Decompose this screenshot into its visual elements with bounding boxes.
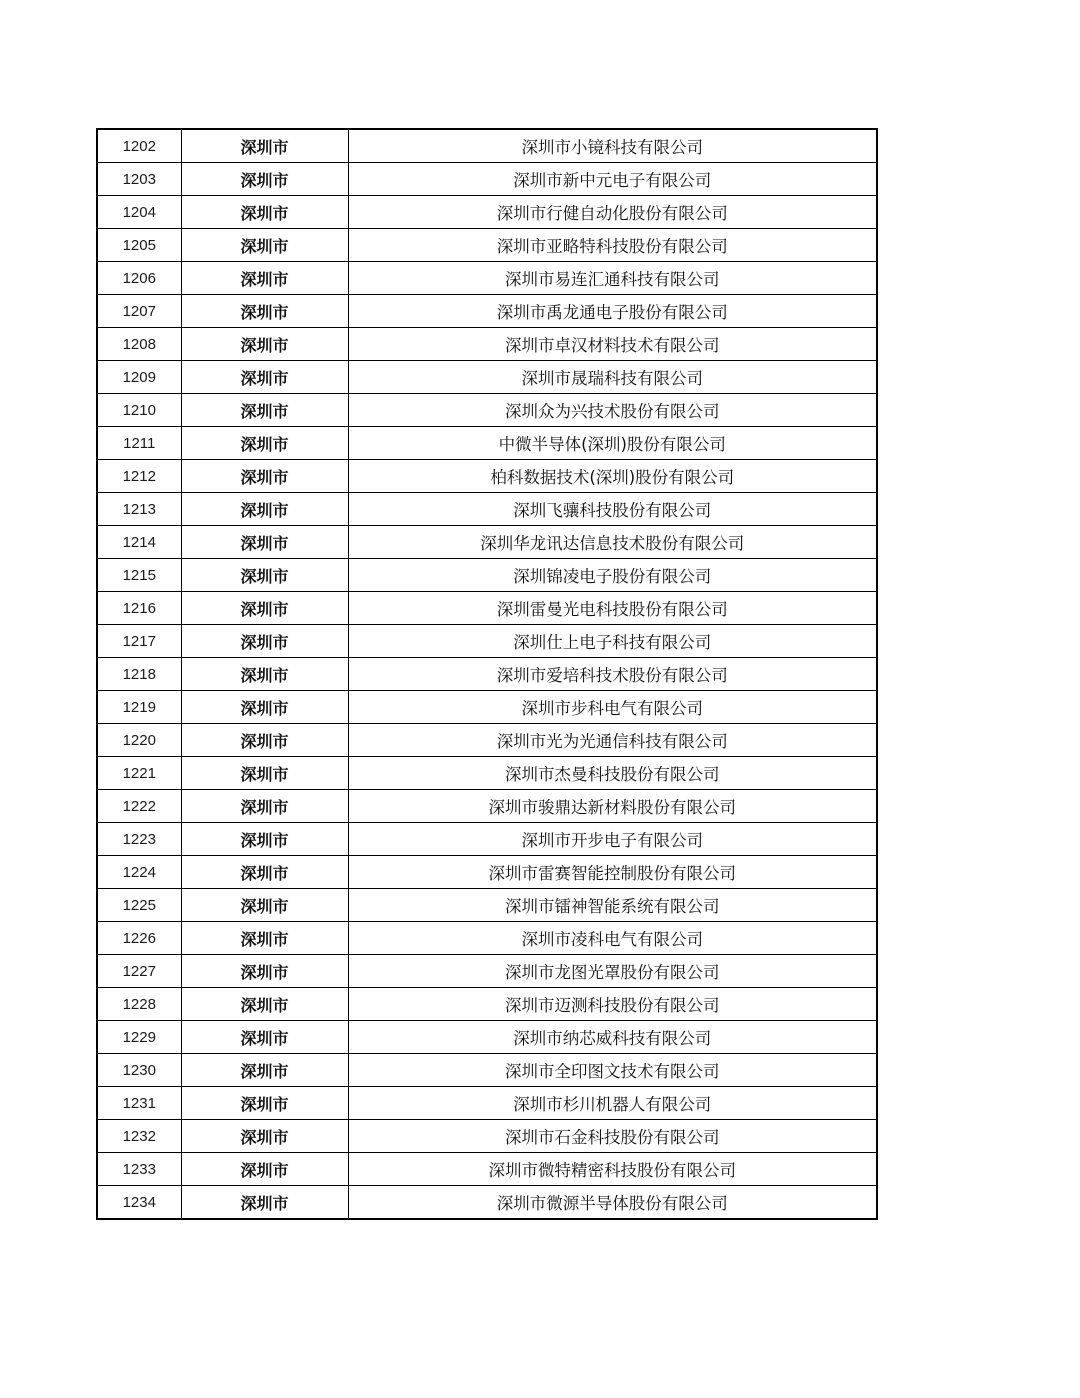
table-row bbox=[97, 1186, 877, 1220]
company-name-cell: 深圳市爱培科技术股份有限公司 bbox=[348, 658, 877, 691]
row-number: 1224 bbox=[97, 856, 181, 889]
company-name-cell: 中微半导体(深圳)股份有限公司 bbox=[348, 427, 877, 460]
row-number: 1206 bbox=[97, 262, 181, 295]
table-row bbox=[97, 955, 877, 988]
row-number: 1211 bbox=[97, 427, 181, 460]
company-name-cell: 深圳飞骧科技股份有限公司 bbox=[348, 493, 877, 526]
row-number: 1213 bbox=[97, 493, 181, 526]
table-row bbox=[97, 823, 877, 856]
city-cell: 深圳市 bbox=[181, 328, 348, 361]
row-number: 1231 bbox=[97, 1087, 181, 1120]
company-name-cell: 深圳市全印图文技术有限公司 bbox=[348, 1054, 877, 1087]
city-cell: 深圳市 bbox=[181, 295, 348, 328]
city-cell: 深圳市 bbox=[181, 427, 348, 460]
city-cell: 深圳市 bbox=[181, 460, 348, 493]
company-name-cell: 深圳市凌科电气有限公司 bbox=[348, 922, 877, 955]
table-row bbox=[97, 757, 877, 790]
company-list-table bbox=[96, 128, 878, 1220]
table-row bbox=[97, 922, 877, 955]
row-number: 1215 bbox=[97, 559, 181, 592]
city-cell: 深圳市 bbox=[181, 129, 348, 163]
city-cell: 深圳市 bbox=[181, 1087, 348, 1120]
table-row bbox=[97, 427, 877, 460]
company-name-cell: 深圳市骏鼎达新材料股份有限公司 bbox=[348, 790, 877, 823]
table-body bbox=[97, 129, 877, 1219]
table-row bbox=[97, 163, 877, 196]
row-number: 1216 bbox=[97, 592, 181, 625]
row-number: 1220 bbox=[97, 724, 181, 757]
table-row bbox=[97, 1087, 877, 1120]
city-cell: 深圳市 bbox=[181, 1153, 348, 1186]
row-number: 1209 bbox=[97, 361, 181, 394]
table-row bbox=[97, 1054, 877, 1087]
table-row bbox=[97, 691, 877, 724]
row-number: 1208 bbox=[97, 328, 181, 361]
row-number: 1228 bbox=[97, 988, 181, 1021]
company-name-cell: 深圳市迈测科技股份有限公司 bbox=[348, 988, 877, 1021]
city-cell: 深圳市 bbox=[181, 1120, 348, 1153]
city-cell: 深圳市 bbox=[181, 691, 348, 724]
company-name-cell: 深圳市卓汉材料技术有限公司 bbox=[348, 328, 877, 361]
company-name-cell: 深圳市新中元电子有限公司 bbox=[348, 163, 877, 196]
table-row bbox=[97, 493, 877, 526]
row-number: 1229 bbox=[97, 1021, 181, 1054]
table-row bbox=[97, 625, 877, 658]
row-number: 1233 bbox=[97, 1153, 181, 1186]
table-row bbox=[97, 129, 877, 163]
city-cell: 深圳市 bbox=[181, 757, 348, 790]
company-name-cell: 深圳市行健自动化股份有限公司 bbox=[348, 196, 877, 229]
row-number: 1222 bbox=[97, 790, 181, 823]
city-cell: 深圳市 bbox=[181, 724, 348, 757]
row-number: 1221 bbox=[97, 757, 181, 790]
row-number: 1234 bbox=[97, 1186, 181, 1220]
row-number: 1212 bbox=[97, 460, 181, 493]
row-number: 1204 bbox=[97, 196, 181, 229]
table-row bbox=[97, 988, 877, 1021]
company-name-cell: 深圳市微特精密科技股份有限公司 bbox=[348, 1153, 877, 1186]
table-row bbox=[97, 592, 877, 625]
company-name-cell: 深圳市晟瑞科技有限公司 bbox=[348, 361, 877, 394]
table-row bbox=[97, 724, 877, 757]
company-name-cell: 深圳市小镜科技有限公司 bbox=[348, 129, 877, 163]
company-name-cell: 深圳雷曼光电科技股份有限公司 bbox=[348, 592, 877, 625]
city-cell: 深圳市 bbox=[181, 1054, 348, 1087]
row-number: 1226 bbox=[97, 922, 181, 955]
company-name-cell: 深圳市禹龙通电子股份有限公司 bbox=[348, 295, 877, 328]
city-cell: 深圳市 bbox=[181, 163, 348, 196]
company-name-cell: 深圳市亚略特科技股份有限公司 bbox=[348, 229, 877, 262]
company-name-cell: 柏科数据技术(深圳)股份有限公司 bbox=[348, 460, 877, 493]
city-cell: 深圳市 bbox=[181, 889, 348, 922]
company-name-cell: 深圳市纳芯威科技有限公司 bbox=[348, 1021, 877, 1054]
table-row bbox=[97, 526, 877, 559]
city-cell: 深圳市 bbox=[181, 955, 348, 988]
row-number: 1219 bbox=[97, 691, 181, 724]
city-cell: 深圳市 bbox=[181, 262, 348, 295]
city-cell: 深圳市 bbox=[181, 394, 348, 427]
company-name-cell: 深圳市步科电气有限公司 bbox=[348, 691, 877, 724]
company-name-cell: 深圳华龙讯达信息技术股份有限公司 bbox=[348, 526, 877, 559]
table-row bbox=[97, 295, 877, 328]
city-cell: 深圳市 bbox=[181, 196, 348, 229]
city-cell: 深圳市 bbox=[181, 361, 348, 394]
company-name-cell: 深圳市光为光通信科技有限公司 bbox=[348, 724, 877, 757]
company-name-cell: 深圳锦凌电子股份有限公司 bbox=[348, 559, 877, 592]
city-cell: 深圳市 bbox=[181, 856, 348, 889]
company-name-cell: 深圳市杉川机器人有限公司 bbox=[348, 1087, 877, 1120]
city-cell: 深圳市 bbox=[181, 229, 348, 262]
row-number: 1214 bbox=[97, 526, 181, 559]
row-number: 1218 bbox=[97, 658, 181, 691]
table-row bbox=[97, 229, 877, 262]
document-page bbox=[96, 128, 876, 1220]
city-cell: 深圳市 bbox=[181, 526, 348, 559]
row-number: 1202 bbox=[97, 129, 181, 163]
table-row bbox=[97, 559, 877, 592]
city-cell: 深圳市 bbox=[181, 625, 348, 658]
table-row bbox=[97, 1120, 877, 1153]
table-row bbox=[97, 658, 877, 691]
row-number: 1210 bbox=[97, 394, 181, 427]
company-name-cell: 深圳市杰曼科技股份有限公司 bbox=[348, 757, 877, 790]
city-cell: 深圳市 bbox=[181, 988, 348, 1021]
city-cell: 深圳市 bbox=[181, 1021, 348, 1054]
company-name-cell: 深圳市镭神智能系统有限公司 bbox=[348, 889, 877, 922]
company-name-cell: 深圳市开步电子有限公司 bbox=[348, 823, 877, 856]
city-cell: 深圳市 bbox=[181, 823, 348, 856]
row-number: 1203 bbox=[97, 163, 181, 196]
row-number: 1207 bbox=[97, 295, 181, 328]
table-row bbox=[97, 361, 877, 394]
table-row bbox=[97, 889, 877, 922]
city-cell: 深圳市 bbox=[181, 922, 348, 955]
company-name-cell: 深圳众为兴技术股份有限公司 bbox=[348, 394, 877, 427]
table-row bbox=[97, 1021, 877, 1054]
city-cell: 深圳市 bbox=[181, 592, 348, 625]
city-cell: 深圳市 bbox=[181, 658, 348, 691]
table-row bbox=[97, 856, 877, 889]
row-number: 1232 bbox=[97, 1120, 181, 1153]
company-name-cell: 深圳市雷赛智能控制股份有限公司 bbox=[348, 856, 877, 889]
company-name-cell: 深圳仕上电子科技有限公司 bbox=[348, 625, 877, 658]
row-number: 1223 bbox=[97, 823, 181, 856]
row-number: 1217 bbox=[97, 625, 181, 658]
row-number: 1230 bbox=[97, 1054, 181, 1087]
table-row bbox=[97, 790, 877, 823]
city-cell: 深圳市 bbox=[181, 1186, 348, 1220]
table-row bbox=[97, 1153, 877, 1186]
city-cell: 深圳市 bbox=[181, 559, 348, 592]
company-name-cell: 深圳市龙图光罩股份有限公司 bbox=[348, 955, 877, 988]
row-number: 1225 bbox=[97, 889, 181, 922]
table-row bbox=[97, 328, 877, 361]
city-cell: 深圳市 bbox=[181, 790, 348, 823]
table-row bbox=[97, 262, 877, 295]
table-row bbox=[97, 196, 877, 229]
row-number: 1205 bbox=[97, 229, 181, 262]
city-cell: 深圳市 bbox=[181, 493, 348, 526]
table-row bbox=[97, 460, 877, 493]
row-number: 1227 bbox=[97, 955, 181, 988]
company-name-cell: 深圳市石金科技股份有限公司 bbox=[348, 1120, 877, 1153]
table-row bbox=[97, 394, 877, 427]
company-name-cell: 深圳市易连汇通科技有限公司 bbox=[348, 262, 877, 295]
company-name-cell: 深圳市微源半导体股份有限公司 bbox=[348, 1186, 877, 1220]
